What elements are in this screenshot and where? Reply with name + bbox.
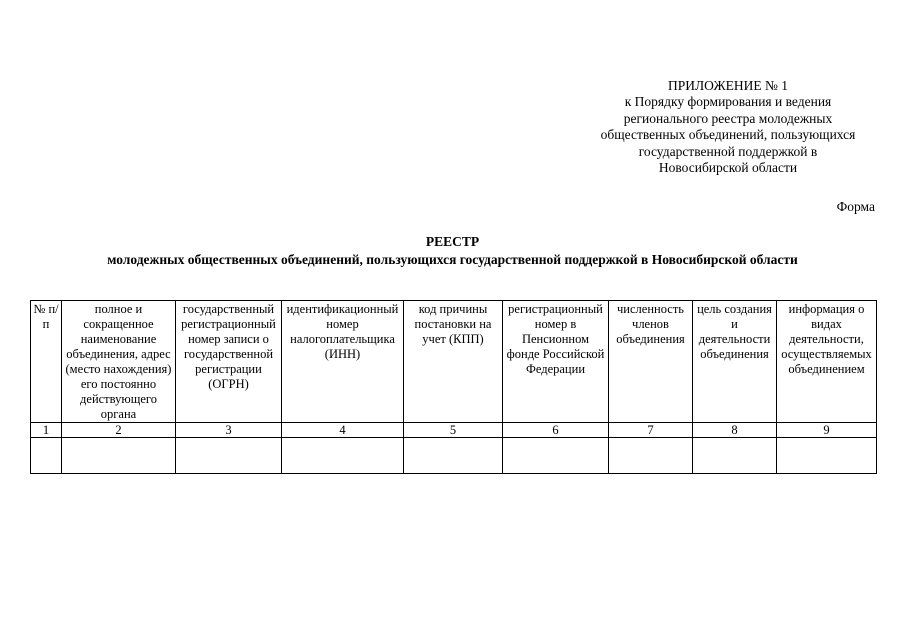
- column-number: 5: [404, 423, 503, 438]
- header-row: [31, 301, 877, 423]
- appendix-line: Новосибирской области: [658, 160, 798, 176]
- column-number: 4: [282, 423, 404, 438]
- table-cell: [404, 438, 503, 474]
- column-header: полное и сокращенное наименование объединения, адрес (место нахождения) его постоянно действующего органа: [62, 301, 176, 423]
- column-number: 7: [609, 423, 693, 438]
- document-subtitle: молодежных общественных объединений, пользующихся государственной поддержкой в Новосибирской области: [107, 252, 798, 267]
- column-header: информация о видах деятельности, осуществляемых объединением: [777, 301, 877, 423]
- table-cell: [693, 438, 777, 474]
- column-header: цель создания и деятельности объединения: [693, 301, 777, 423]
- column-header: код причины постановки на учет (КПП): [404, 301, 503, 423]
- column-header: регистрационный номер в Пенсионном фонде Российской Федерации: [503, 301, 609, 423]
- table-cell: [777, 438, 877, 474]
- column-number: 9: [777, 423, 877, 438]
- column-number: 6: [503, 423, 609, 438]
- document-title: РЕЕСТР: [425, 234, 480, 249]
- table-cell: [62, 438, 176, 474]
- table-row: [31, 438, 877, 474]
- column-number: 2: [62, 423, 176, 438]
- column-number: 8: [693, 423, 777, 438]
- appendix-block: [580, 78, 876, 176]
- column-header: государственный регистрационный номер записи о государственной регистрации (ОГРН): [176, 301, 282, 423]
- column-number: 1: [31, 423, 62, 438]
- table-cell: [176, 438, 282, 474]
- appendix-line: к Порядку формирования и ведения: [624, 94, 832, 110]
- column-header: численность членов объединения: [609, 301, 693, 423]
- column-number-row: [31, 423, 877, 438]
- form-label: Форма: [836, 199, 875, 214]
- column-number: 3: [176, 423, 282, 438]
- appendix-line: государственной поддержкой в: [638, 143, 818, 159]
- appendix-line: регионального реестра молодежных: [623, 110, 833, 126]
- appendix-line: ПРИЛОЖЕНИЕ № 1: [667, 78, 789, 93]
- appendix-line: общественных объединений, пользующихся: [600, 127, 856, 143]
- registry-table: [30, 300, 877, 474]
- column-header: идентификационный номер налогоплательщика (ИНН): [282, 301, 404, 423]
- table-cell: [31, 438, 62, 474]
- table-cell: [282, 438, 404, 474]
- table-cell: [503, 438, 609, 474]
- column-header: № п/п: [31, 301, 62, 423]
- table-cell: [609, 438, 693, 474]
